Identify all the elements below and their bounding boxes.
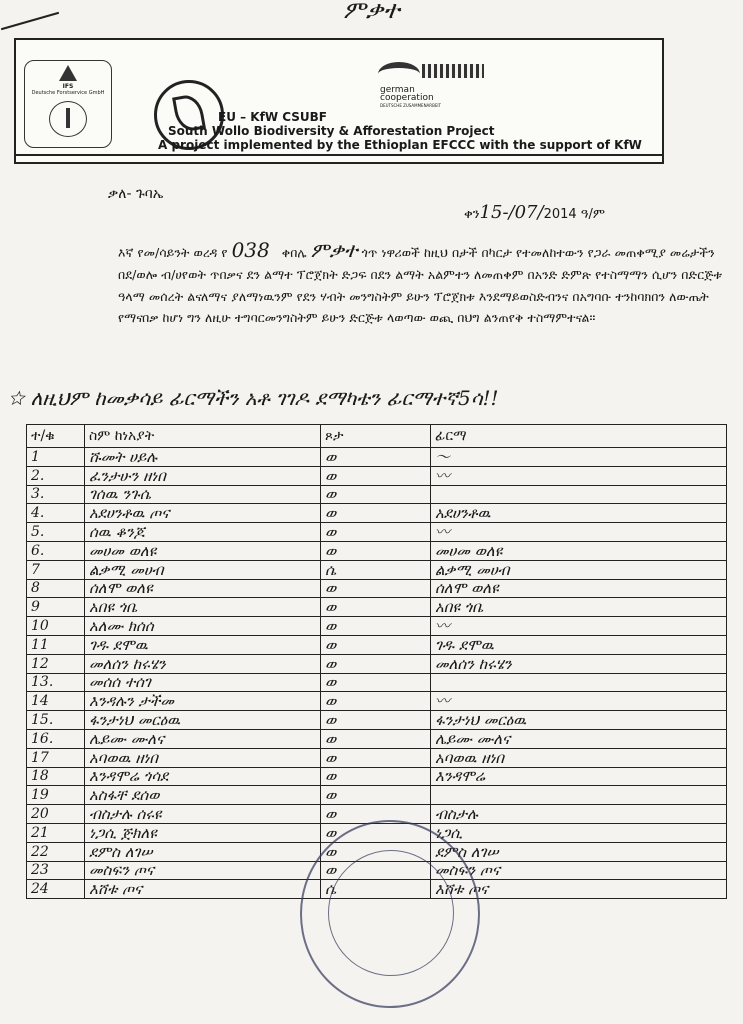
implemented-by-line: A project implemented by the Ethioplan EFCCC with the support of KfW xyxy=(158,138,642,152)
row-number: 3. xyxy=(27,485,85,504)
row-number: 13. xyxy=(27,673,85,692)
table-row xyxy=(27,635,727,654)
table-row xyxy=(27,692,727,711)
german-cooperation-logo xyxy=(378,60,488,110)
row-number: 1 xyxy=(27,448,85,467)
row-number: 20 xyxy=(27,805,85,824)
table-row xyxy=(27,729,727,748)
row-signature: አደሀንቶዉ xyxy=(431,504,727,523)
row-sex: ወ xyxy=(321,448,431,467)
row-signature: መለሰን ከሩሄን xyxy=(431,654,727,673)
table-row xyxy=(27,560,727,579)
header-name: ስም ከነአያት xyxy=(85,425,321,448)
row-signature: ሌይሙ ሙለና xyxy=(431,729,727,748)
row-signature: ደምስ ለገሠ xyxy=(431,842,727,861)
top-handwritten-mark: ምቃተ xyxy=(343,0,400,24)
row-name: መሀመ ወለዩ xyxy=(85,541,321,560)
row-name: ነጋሲ ጅክለዩ xyxy=(85,823,321,842)
attendance-statement: ☆ ለዚህም ከመቃሳይ ፊርማችን አቶ ገገዶ ደማካቴን ፊርማተኛ5ሳ!! xyxy=(8,386,499,410)
row-number: 17 xyxy=(27,748,85,767)
row-sex: ወ xyxy=(321,485,431,504)
row-signature xyxy=(431,673,727,692)
table-row xyxy=(27,617,727,636)
kebele-name: ምቃተ xyxy=(310,238,358,262)
para-part-1: እኛ የመ/ሳይንት ወረዳ የ xyxy=(118,245,228,260)
row-name: ሰዉ ቆንጆ xyxy=(85,523,321,542)
letterhead-divider xyxy=(16,154,662,156)
row-number: 21 xyxy=(27,823,85,842)
ifs-triangle-icon xyxy=(59,65,77,81)
row-name: እንዳሞሬ ጎሳደ xyxy=(85,767,321,786)
row-sex: ወ xyxy=(321,579,431,598)
agreement-paragraph xyxy=(118,240,736,329)
table-row xyxy=(27,673,727,692)
row-sex: ወ xyxy=(321,504,431,523)
table-row xyxy=(27,466,727,485)
row-name: ፋንታነህ መርዕዉ xyxy=(85,711,321,730)
official-stamp xyxy=(300,820,480,1008)
row-number: 16. xyxy=(27,729,85,748)
ifs-logo xyxy=(24,60,112,148)
row-signature xyxy=(431,786,727,805)
row-signature: ፋንታነህ መርዕዉ xyxy=(431,711,727,730)
row-name: ልቃሚ መሀብ xyxy=(85,560,321,579)
table-header-row xyxy=(27,425,727,448)
row-name: መስፍን ጦና xyxy=(85,861,321,880)
row-signature: እንዳሞሬ xyxy=(431,767,727,786)
row-sex: ሴ xyxy=(321,880,431,899)
row-signature: አበዩ ጎቤ xyxy=(431,598,727,617)
row-number: 8 xyxy=(27,579,85,598)
row-name: አስፋቸ ደሰወ xyxy=(85,786,321,805)
partner-line-2: cooperation xyxy=(380,93,434,103)
row-sex: ወ xyxy=(321,805,431,824)
table-row xyxy=(27,598,727,617)
row-name: እንዳሉን ታችመ xyxy=(85,692,321,711)
document-subject: ቃለ- ጉባኤ xyxy=(108,186,164,202)
row-name: አለሙ ክሰሰ xyxy=(85,617,321,636)
row-sex: ወ xyxy=(321,767,431,786)
date-prefix: ቀን xyxy=(464,207,480,222)
table-row xyxy=(27,485,727,504)
letterhead xyxy=(14,38,664,164)
row-number: 18 xyxy=(27,767,85,786)
row-number: 19 xyxy=(27,786,85,805)
partner-line-1: german xyxy=(380,85,415,95)
ifs-seal-icon xyxy=(49,101,87,137)
row-sex: ወ xyxy=(321,673,431,692)
row-sex: ወ xyxy=(321,861,431,880)
row-number: 12 xyxy=(27,654,85,673)
table-row xyxy=(27,448,727,467)
header-signature: ፊርማ xyxy=(431,425,727,448)
row-signature: ነጋሲ xyxy=(431,823,727,842)
stamp-inner-ring xyxy=(328,850,454,976)
row-sex: ወ xyxy=(321,635,431,654)
row-signature: ብስታሉ xyxy=(431,805,727,824)
row-sex: ወ xyxy=(321,842,431,861)
row-signature: ገዱ ደሞዉ xyxy=(431,635,727,654)
row-sex: ወ xyxy=(321,598,431,617)
row-sex: ወ xyxy=(321,617,431,636)
row-number: 11 xyxy=(27,635,85,654)
row-number: 6. xyxy=(27,541,85,560)
org-line: EU – KfW CSUBF xyxy=(218,110,327,124)
row-name: አደሀንቶዉ ጦና xyxy=(85,504,321,523)
row-sex: ወ xyxy=(321,541,431,560)
table-row xyxy=(27,541,727,560)
table-row xyxy=(27,654,727,673)
row-sex: ወ xyxy=(321,786,431,805)
row-number: 23 xyxy=(27,861,85,880)
row-signature: እሸቱ ጦና xyxy=(431,880,727,899)
row-sex: ወ xyxy=(321,823,431,842)
date-suffix: 2014 ዓ/ም xyxy=(543,207,605,222)
para-part-3: ጎጥ ነዋሪወች ከዚህ በታች በካርታ የተመለከተውን የጋራ መጠቀሚያ መሬታችን በደ/ወሎ ብ/ሀየወት ጥበቃና ደን ልማተ ፕሮጀክት ድጋፍ በደን ልማት አልምተን ለመጠቀም በአንድ ድምጽ የተስማማን ሲሆን በድርጅቱ ዓላማ መሰረት ልናለማና ያለማነዉንም የደን ሃብት መንግስትም ይሁን ፕሮጀክቱ እንደማይወስድብንና በአግባቡ ተንከባክበን ለውጤት የማናበቃ ከሆነ ግን ለዚሁ ተግባርመንግስትም ይሁን ድርጅቱ ላወጣው ወጪ በህግ ልንጠየቅ ተስማምተናል። xyxy=(118,245,723,326)
table-row xyxy=(27,711,727,730)
header-sex: ጾታ xyxy=(321,425,431,448)
stripe-band-icon xyxy=(422,64,484,78)
table-row xyxy=(27,504,727,523)
row-sex: ወ xyxy=(321,523,431,542)
header-number: ተ/ቁ xyxy=(27,425,85,448)
table-row xyxy=(27,523,727,542)
row-name: ደምስ ለገሠ xyxy=(85,842,321,861)
row-sex: ወ xyxy=(321,729,431,748)
wave-icon xyxy=(378,62,420,86)
row-sex: ወ xyxy=(321,748,431,767)
row-name: ብስታሉ ሰሩዩ xyxy=(85,805,321,824)
row-number: 10 xyxy=(27,617,85,636)
row-signature: 〰 xyxy=(431,523,727,542)
row-name: አባወዉ ዘነበ xyxy=(85,748,321,767)
row-signature: መስፍን ጦና xyxy=(431,861,727,880)
row-sex: ሴ xyxy=(321,560,431,579)
row-number: 5. xyxy=(27,523,85,542)
row-signature: 〰 xyxy=(431,466,727,485)
row-name: ገዱ ደሞዉ xyxy=(85,635,321,654)
row-signature: 〜 xyxy=(431,448,727,467)
partner-line-3: DEUTSCHE ZUSAMMENARBEIT xyxy=(380,103,441,108)
para-part-2: ቀበሌ xyxy=(281,245,307,260)
row-sex: ወ xyxy=(321,711,431,730)
row-sex: ወ xyxy=(321,654,431,673)
ifs-logo-subtext: Deutsche Forstservice GmbH xyxy=(31,90,105,96)
row-signature: መሀመ ወለዩ xyxy=(431,541,727,560)
table-row xyxy=(27,767,727,786)
row-number: 9 xyxy=(27,598,85,617)
row-signature: ሰለሞ ወለዩ xyxy=(431,579,727,598)
row-number: 2. xyxy=(27,466,85,485)
row-name: መሰሰ ተሰገ xyxy=(85,673,321,692)
ifs-logo-text: IFS xyxy=(62,83,74,90)
row-signature: ልቃሚ መሀብ xyxy=(431,560,727,579)
row-name: አበዩ ጎቤ xyxy=(85,598,321,617)
row-signature xyxy=(431,485,727,504)
row-name: ፈንታሁን ዘነበ xyxy=(85,466,321,485)
row-name: እሸቱ ጦና xyxy=(85,880,321,899)
table-row xyxy=(27,579,727,598)
project-title: South Wollo Biodiversity & Afforestation Project xyxy=(168,124,495,138)
row-number: 24 xyxy=(27,880,85,899)
kebele-number: 038 xyxy=(231,238,270,262)
row-name: ሰለሞ ወለዩ xyxy=(85,579,321,598)
row-number: 15. xyxy=(27,711,85,730)
row-number: 14 xyxy=(27,692,85,711)
row-signature: አባወዉ ዘነበ xyxy=(431,748,727,767)
row-number: 4. xyxy=(27,504,85,523)
document-date xyxy=(464,202,605,223)
row-name: መለሰን ከሩሄን xyxy=(85,654,321,673)
row-signature: 〰 xyxy=(431,692,727,711)
row-number: 7 xyxy=(27,560,85,579)
row-sex: ወ xyxy=(321,466,431,485)
row-signature: 〰 xyxy=(431,617,727,636)
table-row xyxy=(27,786,727,805)
row-sex: ወ xyxy=(321,692,431,711)
row-name: ገሰዉ ንጉሴ xyxy=(85,485,321,504)
date-handwritten: 15-/07/ xyxy=(479,202,544,223)
row-number: 22 xyxy=(27,842,85,861)
table-row xyxy=(27,748,727,767)
row-name: ሹመት ሀይሉ xyxy=(85,448,321,467)
row-name: ሌይሙ ሙለና xyxy=(85,729,321,748)
